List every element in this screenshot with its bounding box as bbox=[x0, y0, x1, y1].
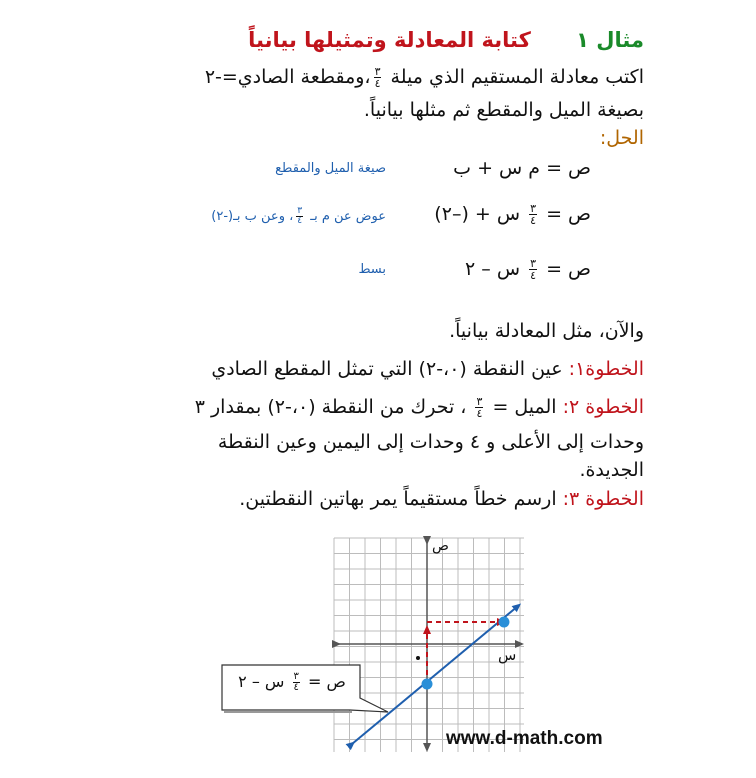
steps-intro: والآن، مثل المعادلة بيانياً. bbox=[449, 320, 644, 342]
step-1-text: عين النقطة (٠،-٢) التي تمثل المقطع الصادي bbox=[211, 358, 563, 380]
equation-row-3-fraction: $\frac{٣}{٤}$ bbox=[530, 257, 537, 282]
equation-row-3: ص = $\frac{٣}{٤}$ س – ٢ bbox=[465, 257, 591, 282]
origin-dot bbox=[416, 656, 420, 660]
equation-row-2: ص = $\frac{٣}{٤}$ س + (–٢) bbox=[434, 202, 591, 227]
equation-row-1: ص = م س + ب bbox=[453, 157, 591, 179]
step-2-line-3: الجديدة. bbox=[579, 459, 644, 481]
step-2-fraction: $\frac{٣}{٤}$ bbox=[476, 395, 483, 420]
y-intercept-point bbox=[422, 679, 433, 690]
watermark: www.d-math.com bbox=[446, 728, 603, 749]
note-row-1: صيغة الميل والمقطع bbox=[275, 161, 386, 176]
example-title: كتابة المعادلة وتمثيلها بيانياً bbox=[248, 28, 531, 52]
step-2-label: الخطوة ٢: bbox=[562, 396, 644, 418]
example-label: مثال ١ bbox=[576, 28, 644, 52]
callout-fraction: $\frac{٣}{٤}$ bbox=[293, 671, 299, 693]
equation-row-2-fraction: $\frac{٣}{٤}$ bbox=[530, 202, 537, 227]
y-axis-label: ص bbox=[432, 538, 449, 554]
note-row-2: عوض عن م بـ $\frac{٣}{٤}$ ، وعن ب بـ(-٢) bbox=[211, 206, 386, 226]
graph-grid bbox=[334, 538, 524, 752]
callout-equation: ص = $\frac{٣}{٤}$ س – ٢ bbox=[238, 671, 346, 693]
solution-label: الحل: bbox=[599, 127, 644, 149]
slope-fraction: $\frac{٣}{٤}$ bbox=[374, 65, 381, 90]
step-2-line-2: وحدات إلى الأعلى و ٤ وحدات إلى اليمين وعين النقطة bbox=[217, 431, 644, 453]
note-row-3: بسط bbox=[358, 262, 386, 277]
second-point bbox=[499, 617, 510, 628]
note-fraction: $\frac{٣}{٤}$ bbox=[297, 206, 303, 226]
step-1-label: الخطوة١: bbox=[568, 358, 644, 380]
problem-line-2: بصيغة الميل والمقطع ثم مثلها بيانياً. bbox=[363, 99, 644, 121]
step-3-text: ارسم خطاً مستقيماً يمر بهاتين النقطتين. bbox=[239, 488, 557, 510]
x-axis-label: س bbox=[498, 646, 517, 664]
problem-text-b: ،ومقطعة الصادي=-٢ bbox=[204, 66, 371, 88]
step-2: الخطوة ٢: الميل = $\frac{٣}{٤}$ ، تحرك من النقطة (٠،-٢) بمقدار ٣ bbox=[194, 395, 644, 420]
problem-text-a: اكتب معادلة المستقيم الذي ميلة bbox=[390, 66, 644, 88]
graph-line bbox=[352, 606, 518, 744]
step-3-label: الخطوة ٣: bbox=[562, 488, 644, 510]
